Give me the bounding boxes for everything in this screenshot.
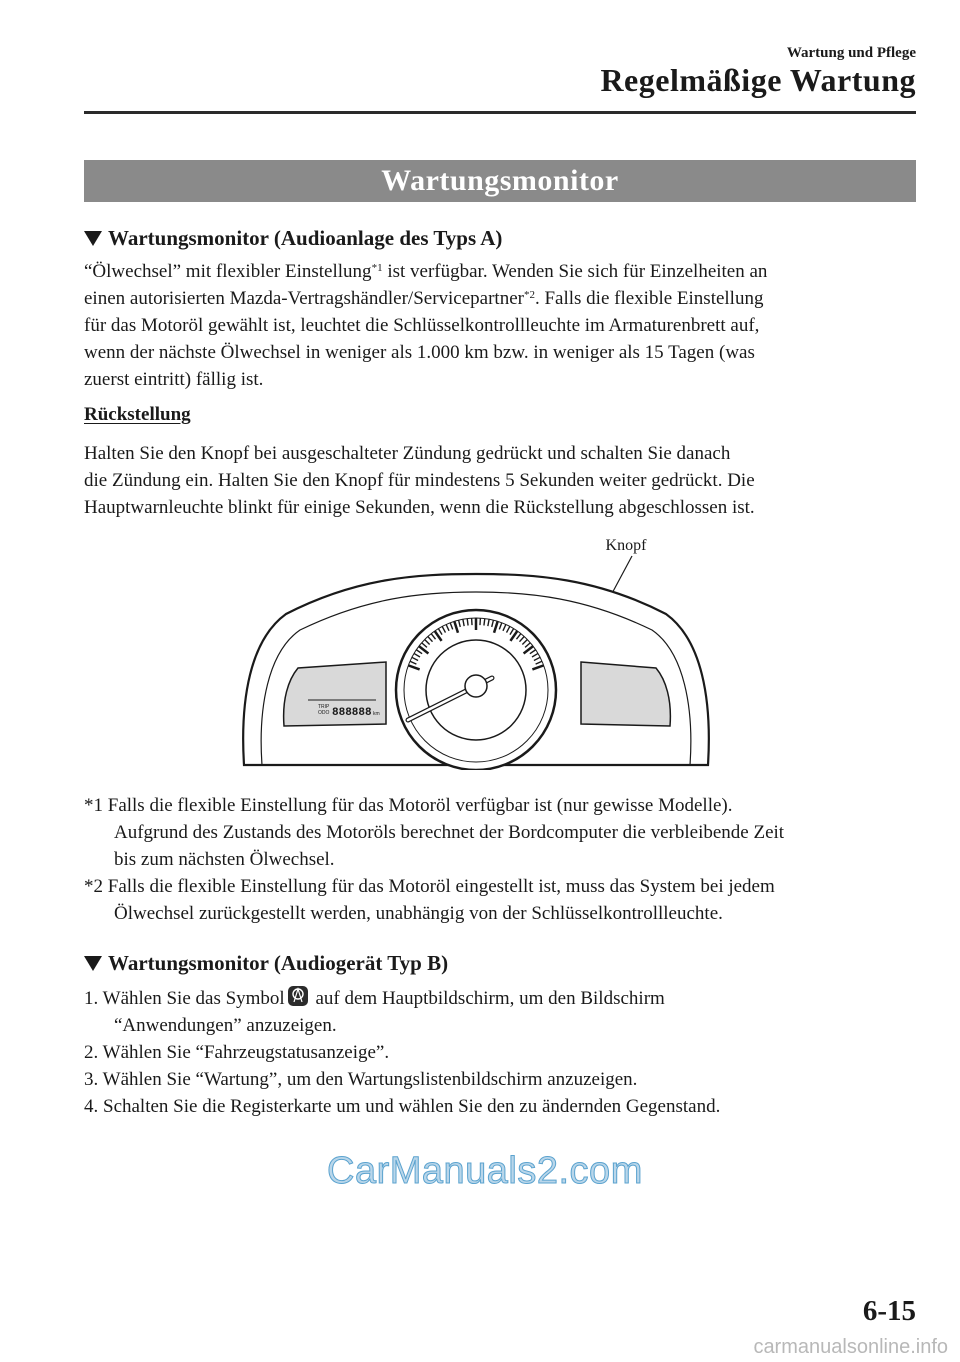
header-section: Wartung und Pflege	[786, 45, 916, 61]
step-4: 4. Schalten Sie die Registerkarte um und wählen Sie den zu ändernden Gegenstand.	[84, 1096, 721, 1117]
trip-label: TRIP	[318, 704, 330, 710]
triangle-marker-icon	[84, 956, 102, 971]
header-title: Regelmäßige Wartung	[600, 62, 916, 98]
watermark: CarManuals2.com	[327, 1150, 643, 1192]
header-rule	[84, 111, 916, 114]
footnote-1-cont: bis zum nächsten Ölwechsel.	[114, 849, 335, 870]
text: “Ölwechsel” mit flexibler Einstellung	[84, 261, 372, 282]
section-a-paragraph-1	[84, 258, 924, 393]
footnote-2-cont: Ölwechsel zurückgestellt werden, unabhängig von der Schlüsselkontrollleuchte.	[114, 903, 723, 924]
steps-list	[84, 985, 924, 1120]
odometer-unit: km	[373, 711, 380, 717]
odometer-value: 888888	[332, 707, 372, 719]
reset-subheading: Rückstellung	[84, 404, 191, 425]
footnotes	[84, 792, 924, 927]
page-number: 6-15	[862, 1295, 916, 1327]
callout-knopf-label: Knopf	[605, 537, 647, 554]
instrument-cluster-diagram	[236, 530, 716, 770]
site-watermark: carmanualsonline.info	[753, 1336, 948, 1358]
text: Halten Sie den Knopf bei ausgeschalteter Zündung gedrückt und schalten Sie danach	[84, 443, 731, 464]
footnote-ref-2: *2	[523, 289, 535, 301]
section-b-heading	[84, 951, 448, 976]
text: für das Motoröl gewählt ist, leuchtet die Schlüsselkontrollleuchte im Armaturenbrett auf,	[84, 315, 760, 336]
step-1-cont: auf dem Hauptbildschirm, um den Bildschirm	[310, 988, 665, 1009]
footnote-2: *2 Falls die flexible Einstellung für das Motoröl eingestellt ist, muss das System bei jedem	[84, 876, 775, 897]
text: einen autorisierten Mazda-Vertragshändler/Servicepartner	[84, 288, 524, 309]
section-b-heading-text: Wartungsmonitor (Audiogerät Typ B)	[108, 951, 449, 975]
step-1-cont: “Anwendungen” anzuzeigen.	[114, 1015, 337, 1036]
text: ist verfügbar. Wenden Sie sich für Einzelheiten an	[382, 261, 768, 282]
footnote-ref-1: *1	[371, 262, 383, 274]
step-2: 2. Wählen Sie “Fahrzeugstatusanzeige”.	[84, 1042, 390, 1063]
text: . Falls die flexible Einstellung	[534, 288, 764, 309]
tick-mark	[467, 619, 468, 626]
triangle-marker-icon	[84, 231, 102, 246]
section-a-paragraph-2	[84, 440, 924, 521]
section-a-heading-text: Wartungsmonitor (Audioanlage des Typs A)	[108, 226, 503, 250]
right-display	[581, 662, 670, 726]
step-1: 1. Wählen Sie das Symbol	[84, 988, 285, 1009]
text: Hauptwarnleuchte blinkt für einige Sekunden, wenn die Rückstellung abgeschlossen ist.	[84, 497, 755, 518]
section-banner: Wartungsmonitor	[84, 160, 916, 202]
section-a-heading	[84, 226, 502, 251]
footnote-1: *1 Falls die flexible Einstellung für das Motoröl verfügbar ist (nur gewisse Modelle).	[84, 795, 733, 816]
applications-icon	[287, 985, 309, 1007]
text: wenn der nächste Ölwechsel in weniger als 1.000 km bzw. in weniger als 15 Tagen (was	[84, 342, 755, 363]
text: zuerst eintritt) fällig ist.	[84, 369, 264, 390]
needle-hub	[465, 675, 487, 697]
step-3: 3. Wählen Sie “Wartung”, um den Wartungslistenbildschirm anzuzeigen.	[84, 1069, 638, 1090]
tick-mark	[484, 619, 485, 626]
odo-label: ODO	[318, 710, 330, 716]
footnote-1-cont: Aufgrund des Zustands des Motoröls berechnet der Bordcomputer die verbleibende Zeit	[114, 822, 785, 843]
text: die Zündung ein. Halten Sie den Knopf für mindestens 5 Sekunden weiter gedrückt. Die	[84, 470, 755, 491]
